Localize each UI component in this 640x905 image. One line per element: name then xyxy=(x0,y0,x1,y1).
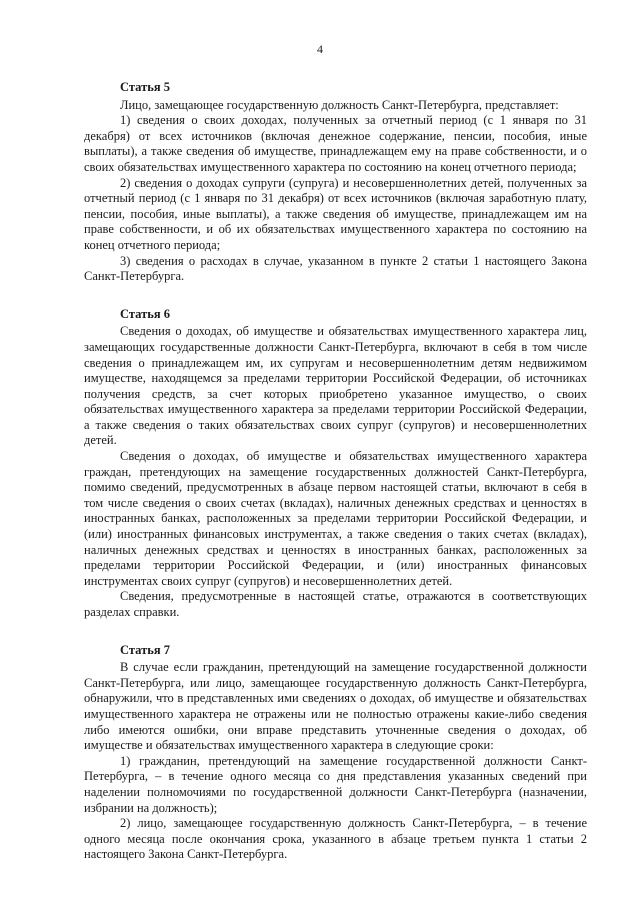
article-title: Статья 6 xyxy=(120,306,170,321)
article-title: Статья 7 xyxy=(120,642,170,657)
spacer xyxy=(84,621,587,643)
article-paragraph: Лицо, замещающее государственную должность Санкт-Петербурга, представляет: xyxy=(120,97,559,112)
article-paragraph: 2) лицо, замещающее государственную должность Санкт-Петербурга, – в течение одного месяца после окончания срока, указанного в абзаце третьем пункта 1 статьи 2 настоящего Закона Санкт-Петербурга. xyxy=(84,816,587,862)
article-paragraph: 3) сведения о расходах в случае, указанном в пункте 2 статьи 1 настоящего Закона Санкт-Петербурга. xyxy=(84,253,587,284)
article-paragraph: В случае если гражданин, претендующий на замещение государственной должности Санкт-Петербурга, или лицо, замещающее государственную должность Санкт-Петербурга, обнаружили, что в представленных ими сведениях о доходах, об имуществе и обязательствах имущественного характера не отражены или не полностью отражены какие-либо сведения либо имеются ошибки, они вправе представить уточненные сведения о доходах, об имуществе и обязательствах имущественного характера в следующие сроки: xyxy=(84,660,587,753)
article-6 xyxy=(84,307,587,621)
article-paragraph: Сведения о доходах, об имуществе и обязательствах имущественного характера граждан, претендующих на замещение государственных должностей Санкт-Петербурга, помимо сведений, предусмотренных в абзаце первом настоящей статьи, включают в себя в том числе сведения о своих счетах (вкладах), наличных денежных средствах и ценностях в иностранных банках, расположенных за пределами территории Российской Федерации, и (или) иностранных финансовых инструментах, а также сведения о таких счетах (вкладах), наличных денежных средствах и ценностях в иностранных банках, расположенных за пределами территории Российской Федерации, и (или) иностранных финансовых инструментах своих супруг (супругов) и несовершеннолетних детей. xyxy=(84,449,587,588)
article-7 xyxy=(84,643,587,863)
page-number: 4 xyxy=(317,42,323,56)
article-paragraph: Сведения о доходах, об имуществе и обязательствах имущественного характера лиц, замещающих государственные должности Санкт-Петербурга, включают в себя в том числе сведения о принадлежащем им, их супругам и несовершеннолетним детям недвижимом имуществе, находящемся за пределами территории Российской Федерации, об источниках получения средств, за счет которых приобретено указанное имущество, о своих обязательствах имущественного характера за пределами территории Российской Федерации, а также сведения о таких обязательствах своих супруг (супругов) и несовершеннолетних детей. xyxy=(84,324,587,448)
article-5 xyxy=(84,80,587,285)
article-paragraph: 1) сведения о своих доходах, полученных за отчетный период (с 1 января по 31 декабря) от всех источников (включая денежное содержание, пенсии, пособия, иные выплаты), а также сведения об имуществе, принадлежащем ему на праве собственности, и о своих обязательствах имущественного характера по состоянию на конец отчетного периода; xyxy=(84,113,587,174)
article-paragraph: 1) гражданин, претендующий на замещение государственной должности Санкт-Петербурга, – в течение одного месяца со дня представления указанных сведений при наделении полномочиями по государственной должности Санкт-Петербурга (назначении, избрании на должность); xyxy=(84,753,587,815)
article-paragraph: 2) сведения о доходах супруги (супруга) и несовершеннолетних детей, полученных за отчетный период (с 1 января по 31 декабря) от всех источников (включая заработную плату, пенсии, пособия, иные выплаты), а также сведения об имуществе, принадлежащем им на праве собственности, и об их обязательствах имущественного характера по состоянию на конец отчетного периода; xyxy=(84,175,587,252)
article-title: Статья 5 xyxy=(120,80,170,94)
spacer xyxy=(84,285,587,307)
article-paragraph: Сведения, предусмотренные в настоящей статье, отражаются в соответствующих разделах справки. xyxy=(84,589,587,619)
document-body xyxy=(84,80,587,863)
